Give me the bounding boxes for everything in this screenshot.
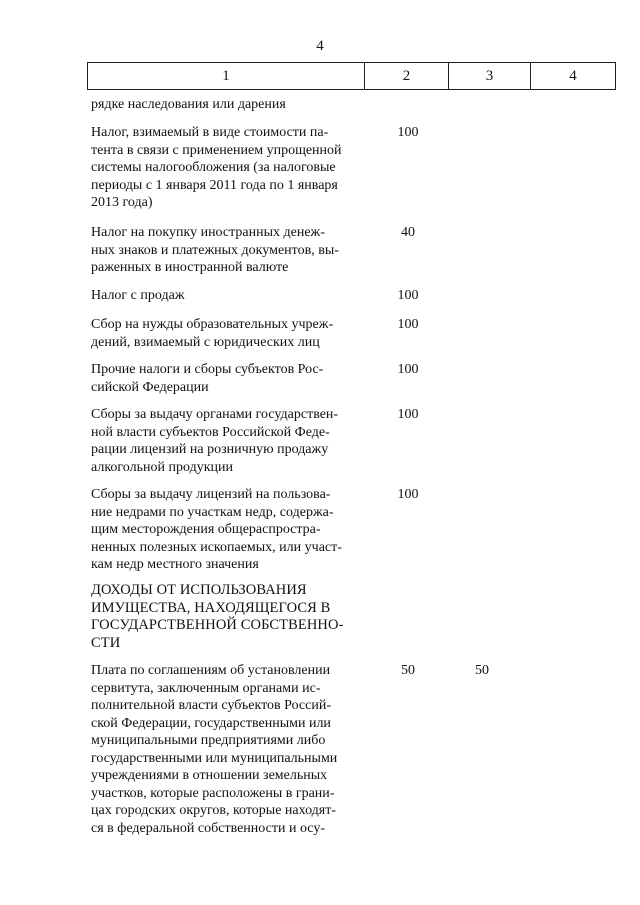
row-name: Прочие налоги и сборы субъектов Рос- сийской Федерации <box>91 362 324 395</box>
header-col-2: 2 <box>365 63 449 90</box>
row-value-col2: 100 <box>397 362 419 377</box>
header-col-4: 4 <box>531 63 616 90</box>
column-header-table <box>87 62 616 90</box>
page-number: 4 <box>316 38 324 54</box>
row-name: Сбор на нужды образовательных учреж- дений, взимаемый с юридических лиц <box>91 317 334 350</box>
row-name: Сборы за выдачу органами государствен- ной власти субъектов Российской Феде- рации лицензий на розничную продажу алкогольной продукции <box>91 407 339 475</box>
row-value-col2: 50 <box>401 663 415 678</box>
row-value-col2: 100 <box>397 317 419 332</box>
row-name: Налог на покупку иностранных денеж- ных знаков и платежных документов, вы- раженных в иностранной валюте <box>91 225 339 275</box>
row-value-col3: 50 <box>475 663 489 678</box>
header-col-1: 1 <box>88 63 365 90</box>
row-value-col2: 40 <box>401 225 415 240</box>
header-col-3: 3 <box>449 63 531 90</box>
row-value-col2: 100 <box>397 288 419 303</box>
row-name: Плата по соглашениям об установлении сервитута, заключенным органами ис- полнительной власти субъектов Россий- ской Федерации, государственными или муниципальными предприятиями либо государственными или муниципальными учреждениями в отношении земельных участков, которые расположены в грани- цах городских округов, которые находят- ся в федеральной собственности и осу- <box>91 663 338 836</box>
row-value-col2: 100 <box>397 407 419 422</box>
row-name: Налог, взимаемый в виде стоимости па- тента в связи с применением упрощенной системы налогообложения (за налоговые периоды с 1 января 2011 года по 1 января 2013 года) <box>91 125 342 210</box>
row-value-col2: 100 <box>397 487 419 502</box>
row-name: Сборы за выдачу лицензий на пользова- ние недрами по участкам недр, содержа- щим месторождения общераспростра- ненных полезных ископаемых, или участ- кам недр местного значения <box>91 487 342 572</box>
row-name: Налог с продаж <box>91 288 185 303</box>
section-heading: ДОХОДЫ ОТ ИСПОЛЬЗОВАНИЯ ИМУЩЕСТВА, НАХОДЯЩЕГОСЯ В ГОСУДАРСТВЕННОЙ СОБСТВЕННО- СТИ <box>91 582 344 651</box>
row-name: рядке наследования или дарения <box>91 97 286 112</box>
row-value-col2: 100 <box>397 125 419 140</box>
